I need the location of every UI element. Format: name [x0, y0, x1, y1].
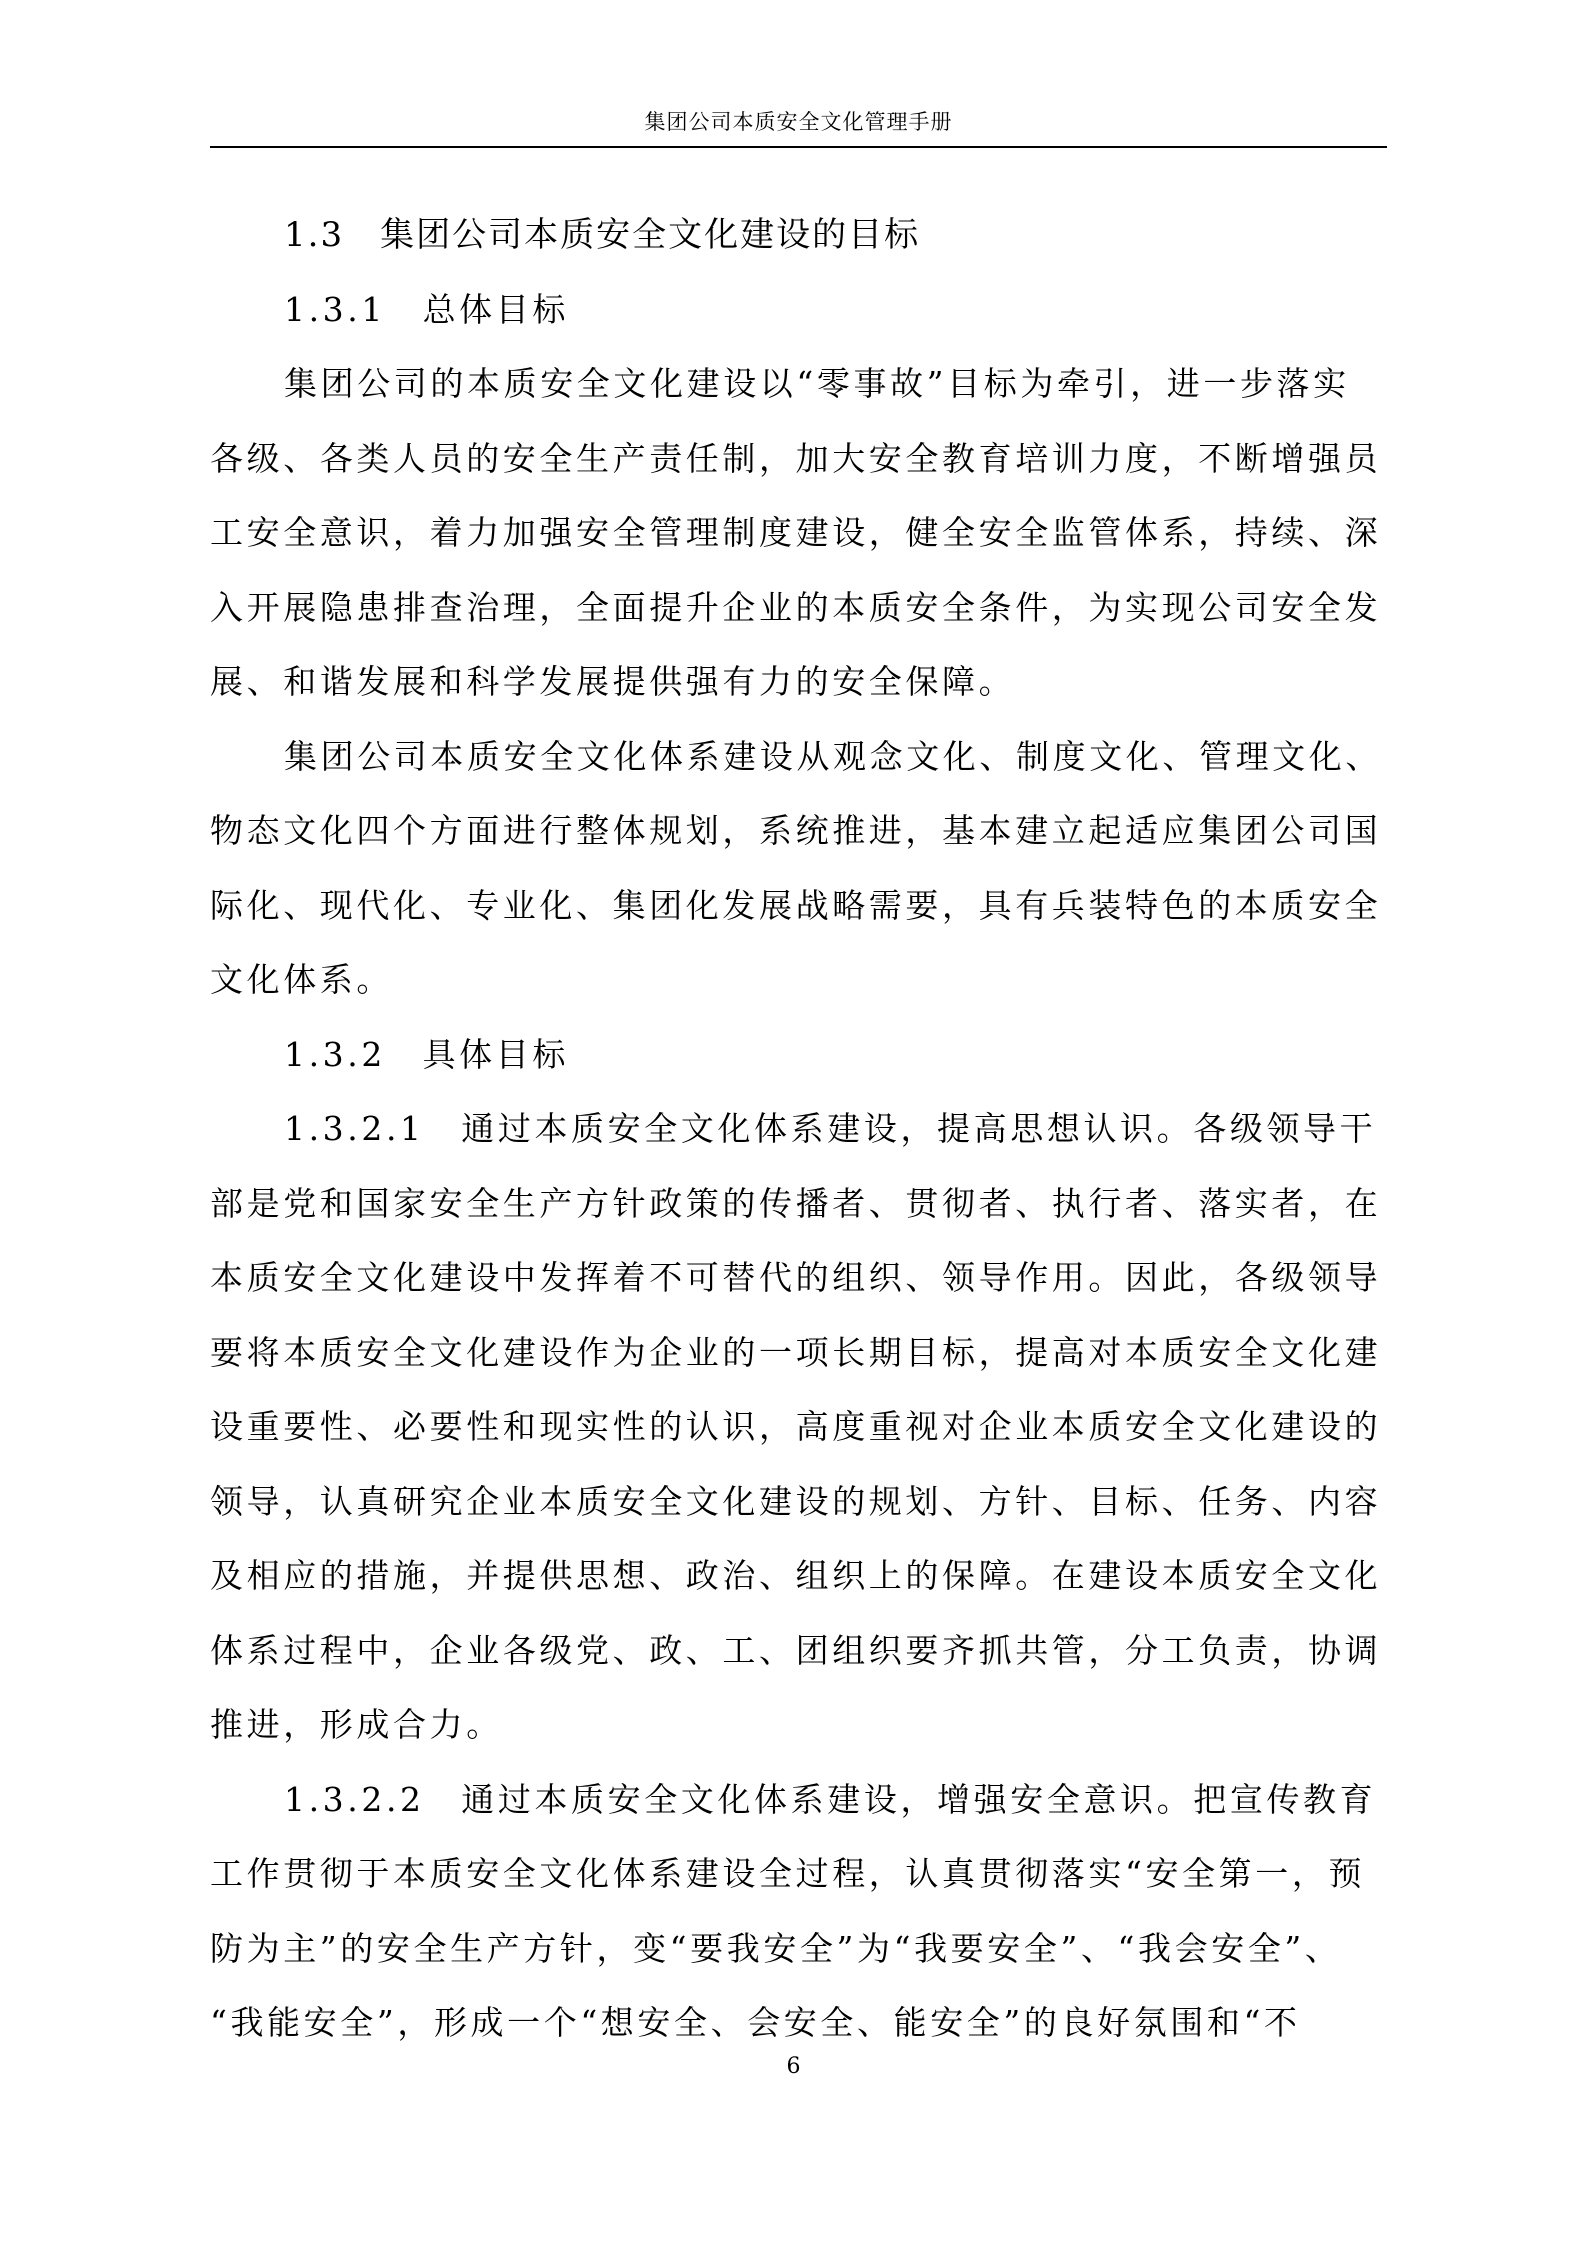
subsection-heading: 1.3.1 总体目标	[284, 289, 569, 329]
paragraph-line: 集团公司的本质安全文化建设以“零事故”目标为牵引，进一步落实	[284, 364, 1350, 403]
page-header-title: 集团公司本质安全文化管理手册	[644, 110, 953, 134]
paragraph-line: 要将本质安全文化建设作为企业的一项长期目标，提高对本质安全文化建	[210, 1332, 1382, 1372]
paragraph-line: 工安全意识，着力加强安全管理制度建设，健全安全监管体系，持续、深	[210, 513, 1382, 552]
paragraph-line: 各级、各类人员的安全生产责任制，加大安全教育培训力度，不断增强员	[210, 438, 1382, 478]
paragraph-line: 展、和谐发展和科学发展提供强有力的安全保障。	[210, 662, 1016, 701]
paragraph-line: 物态文化四个方面进行整体规划，系统推进，基本建立起适应集团公司国	[210, 811, 1382, 850]
paragraph-line: 本质安全文化建设中发挥着不可替代的组织、领导作用。因此，各级领导	[210, 1258, 1382, 1297]
paragraph-line: 工作贯彻于本质安全文化体系建设全过程，认真贯彻落实“安全第一，预	[210, 1854, 1366, 1893]
paragraph-line: “我能安全”，形成一个“想安全、会安全、能安全”的良好氛围和“不	[210, 2003, 1301, 2042]
paragraph-line: 领导，认真研究企业本质安全文化建设的规划、方针、目标、任务、内容	[210, 1481, 1382, 1521]
paragraph-line: 文化体系。	[210, 960, 393, 999]
paragraph-line: 设重要性、必要性和现实性的认识，高度重视对企业本质安全文化建设的	[210, 1407, 1382, 1446]
paragraph-line: 体系过程中，企业各级党、政、工、团组织要齐抓共管，分工负责，协调	[210, 1630, 1382, 1670]
document-body	[210, 198, 1387, 2061]
subsection-heading: 1.3.2 具体目标	[284, 1034, 569, 1074]
paragraph-line: 及相应的措施，并提供思想、政治、组织上的保障。在建设本质安全文化	[210, 1556, 1382, 1595]
paragraph-line: 推进，形成合力。	[210, 1705, 503, 1744]
paragraph-line: 部是党和国家安全生产方针政策的传播者、贯彻者、执行者、落实者，在	[210, 1183, 1382, 1223]
page-number: 6	[786, 2054, 801, 2079]
paragraph-line: 入开展隐患排查治理，全面提升企业的本质安全条件，为实现公司安全发	[210, 587, 1382, 627]
paragraph-line: 1.3.2.1 通过本质安全文化体系建设，提高思想认识。各级领导干	[284, 1109, 1377, 1148]
paragraph-line: 1.3.2.2 通过本质安全文化体系建设，增强安全意识。把宣传教育	[284, 1779, 1377, 1819]
header-divider	[210, 146, 1387, 148]
paragraph-line: 际化、现代化、专业化、集团化发展战略需要，具有兵装特色的本质安全	[210, 885, 1382, 925]
paragraph-line: 防为主”的安全生产方针，变“要我安全”为“我要安全”、“我会安全”、	[210, 1928, 1342, 1968]
section-heading: 1.3 集团公司本质安全文化建设的目标	[284, 215, 921, 255]
paragraph-line: 集团公司本质安全文化体系建设从观念文化、制度文化、管理文化、	[284, 736, 1382, 776]
